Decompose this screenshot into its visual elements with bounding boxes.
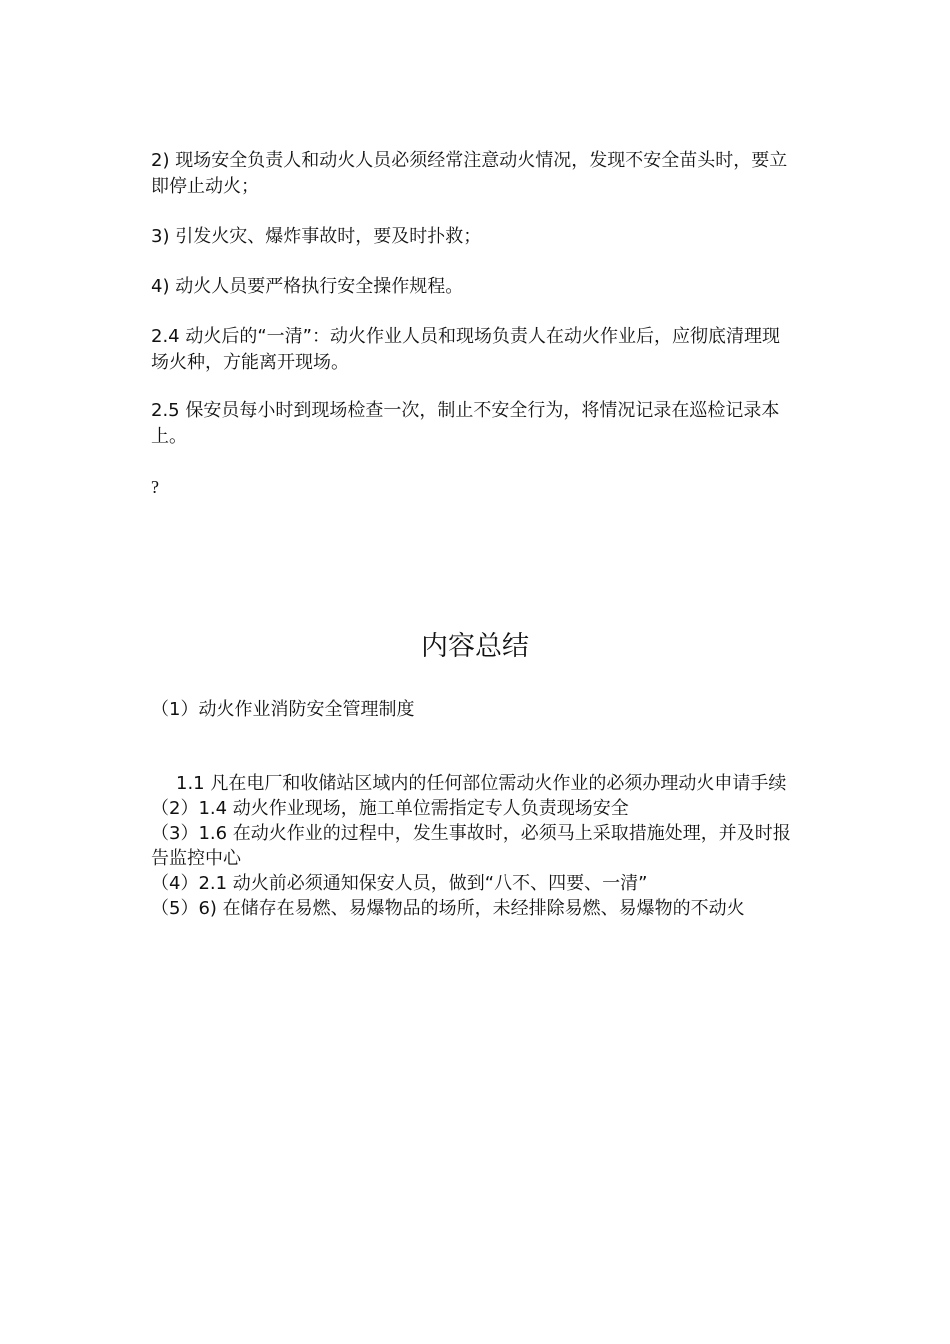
summary-line-1: 1.1 凡在电厂和收储站区域内的任何部位需动火作业的必须办理动火申请手续: [176, 773, 787, 794]
summary-line-4: （4）2.1 动火前必须通知保安人员，做到“八不、四要、一清”: [151, 873, 648, 894]
paragraph-section-2-5: 2.5 保安员每小时到现场检查一次，制止不安全行为，将情况记录在巡检记录本上。: [151, 400, 780, 447]
paragraph-item-2: 2) 现场安全负责人和动火人员必须经常注意动火情况，发现不安全苗头时，要立即停止动火；: [151, 150, 788, 197]
summary-list: [151, 771, 796, 921]
summary-line-3: （3）1.6 在动火作业的过程中，发生事故时，必须马上采取措施处理，并及时报告监控中心: [151, 823, 791, 869]
paragraph-placeholder-mark: ?: [151, 477, 159, 497]
summary-line-5: （5）6) 在储存在易燃、易爆物品的场所，未经排除易燃、易爆物的不动火: [151, 898, 745, 919]
paragraph-section-2-4: 2.4 动火后的“一清”：动火作业人员和现场负责人在动火作业后，应彻底清理现场火种，方能离开现场。: [151, 326, 780, 373]
summary-title: 内容总结: [421, 631, 529, 662]
paragraph-item-3: 3) 引发火灾、爆炸事故时，要及时扑救；: [151, 226, 482, 247]
paragraph-item-4: 4) 动火人员要严格执行安全操作规程。: [151, 276, 464, 297]
summary-line-2: （2）1.4 动火作业现场，施工单位需指定专人负责现场安全: [151, 798, 629, 819]
summary-heading: （1）动火作业消防安全管理制度: [151, 699, 415, 720]
